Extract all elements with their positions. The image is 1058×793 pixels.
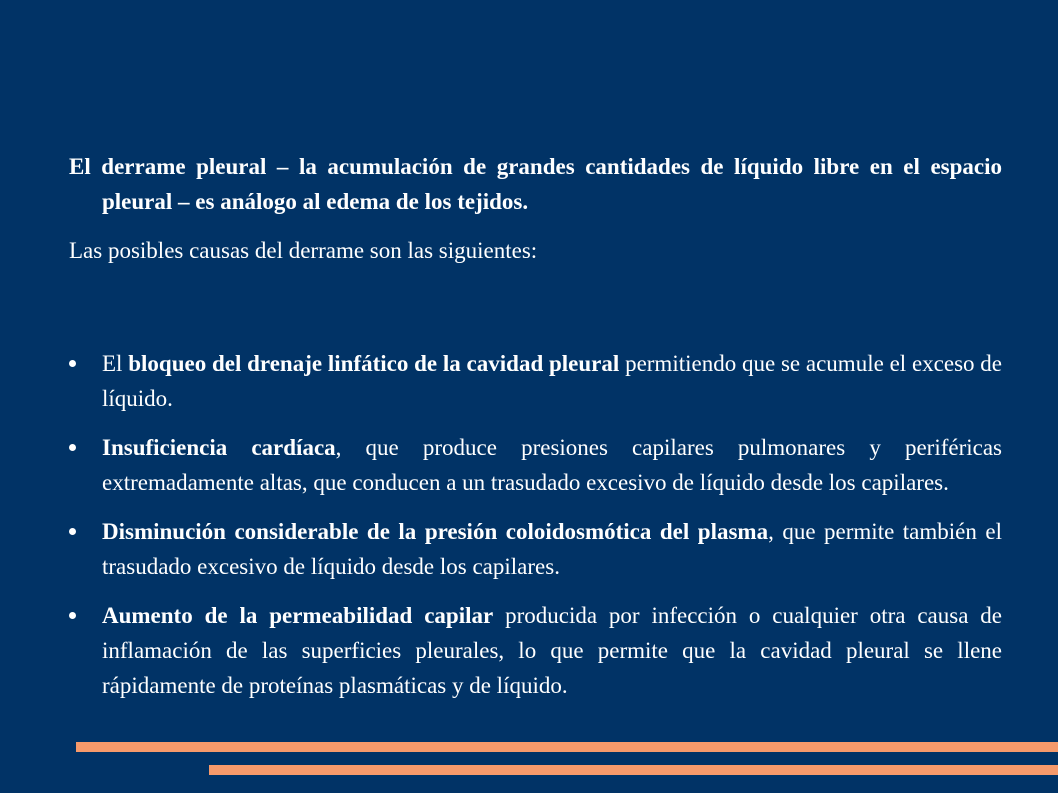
cause-item-oncotic-pressure: [69, 514, 1002, 584]
cause-item-lymphatic-blockage: [69, 346, 1002, 416]
bullet-icon: [69, 360, 76, 367]
intro-paragraph: El derrame pleural – la acumulación de grandes cantidades de líquido libre en el espacio pleural – es análogo al edema de los tejidos.: [69, 154, 1002, 214]
cause-item-capillary-permeability: [69, 598, 1002, 703]
cause-text-post: , que produce presiones capilares pulmonares y periféricas extremadamente altas, que conducen a un trasudado excesivo de líquido desde los capilares.: [102, 435, 1002, 495]
causes-intro-text: Las posibles causas del derrame son las siguientes:: [69, 238, 538, 263]
bullet-icon: [69, 612, 76, 619]
slide-content: [69, 149, 1002, 717]
cause-text-post: producida por infección o cualquier otra causa de inflamación de las superficies pleurales, lo que permite que la cavidad pleural se llene rápidamente de proteínas plasmáticas y de líquido.: [102, 603, 1002, 698]
bullet-icon: [69, 528, 76, 535]
cause-text-bold: Disminución considerable de la presión coloidosmótica del plasma: [102, 519, 769, 544]
cause-text-bold: bloqueo del drenaje linfático de la cavidad pleural: [128, 351, 620, 376]
cause-text-pre: El: [102, 351, 129, 376]
cause-text-post: , que permite también el trasudado excesivo de líquido desde los capilares.: [102, 519, 1002, 579]
cause-text-post: permitiendo que se acumule el exceso de líquido.: [102, 351, 1003, 411]
accent-bar-bottom: [209, 765, 1058, 775]
bullet-icon: [69, 444, 76, 451]
accent-bar-top: [76, 742, 1058, 752]
cause-item-heart-failure: [69, 430, 1002, 500]
cause-text-bold: Insuficiencia cardíaca: [102, 435, 336, 460]
causes-list: [69, 346, 1002, 703]
cause-text-bold: Aumento de la permeabilidad capilar: [102, 603, 494, 628]
